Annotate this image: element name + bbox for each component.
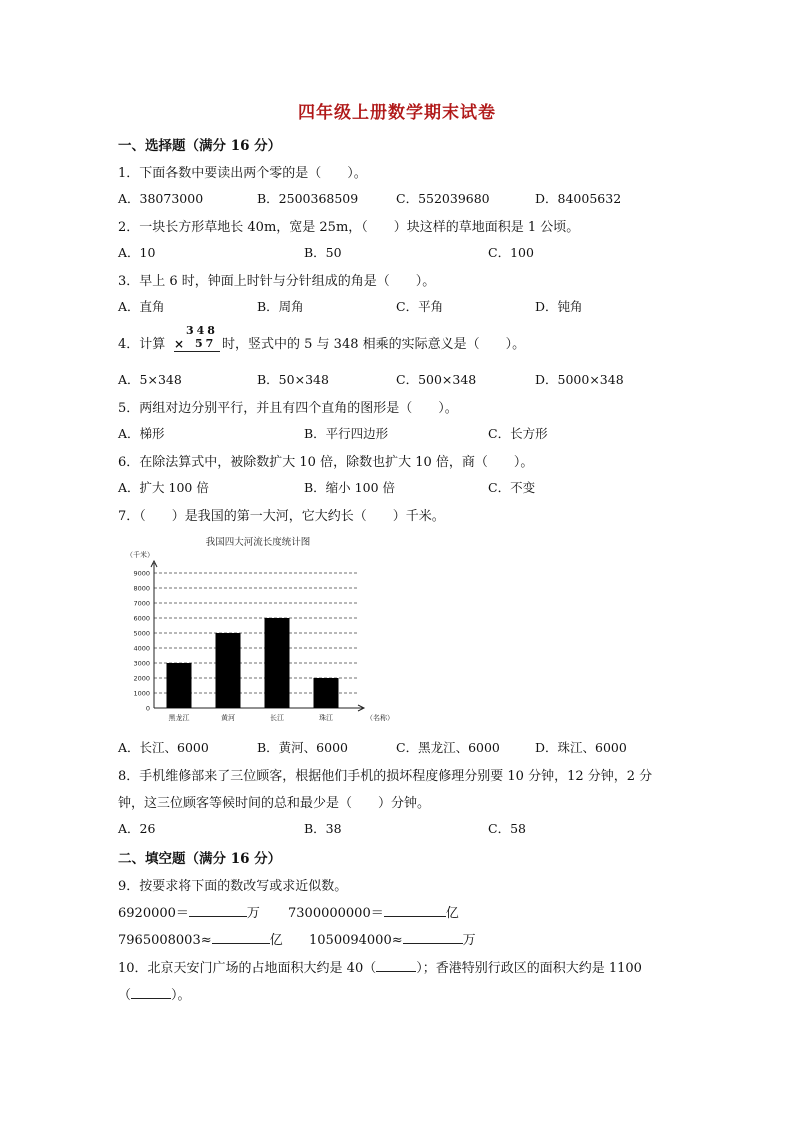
q9-item-2 bbox=[288, 902, 459, 921]
bar-4 bbox=[314, 678, 339, 708]
y-tick-label: 4000 bbox=[133, 644, 150, 653]
y-tick-label: 9000 bbox=[133, 569, 150, 578]
q1-option-b: B．2500368509 bbox=[257, 191, 359, 206]
q7-option-c: C．黑龙江、6000 bbox=[396, 740, 500, 755]
chart-title: 我国四大河流长度统计图 bbox=[205, 537, 311, 548]
answer-blank[interactable] bbox=[131, 998, 171, 999]
q4-option-a: A．5×348 bbox=[118, 372, 182, 387]
y-tick-label: 2000 bbox=[133, 674, 150, 683]
q3-option-b: B．周角 bbox=[257, 299, 304, 314]
bar-3 bbox=[265, 618, 290, 708]
q5-option-c: C．长方形 bbox=[488, 426, 548, 441]
vertical-multiplication bbox=[174, 324, 222, 354]
q10-text-d: ）。 bbox=[171, 988, 191, 1003]
question-1: 1．下面各数中要读出两个零的是（ ）。 bbox=[118, 166, 367, 181]
q9-item-2-number: 7300000000＝ bbox=[288, 906, 384, 921]
q4-option-c: C．500×348 bbox=[396, 372, 477, 387]
multiply-sign: × bbox=[174, 337, 185, 351]
q2-option-b: B．50 bbox=[304, 245, 342, 260]
q9-item-4-number: 1050094000≈ bbox=[309, 933, 403, 948]
chart-svg bbox=[118, 533, 408, 733]
question-8-line2: 钟，这三位顾客等候时间的总和最少是（ ）分钟。 bbox=[118, 796, 431, 811]
y-tick-label: 8000 bbox=[133, 584, 150, 593]
q9-item-4 bbox=[309, 929, 476, 948]
q3-option-d: D．钝角 bbox=[535, 299, 583, 314]
answer-blank[interactable] bbox=[403, 943, 463, 944]
y-tick-label: 7000 bbox=[133, 599, 150, 608]
y-tick-label: 1000 bbox=[133, 689, 150, 698]
page-title: 四年级上册数学期末试卷 bbox=[298, 103, 496, 123]
answer-blank[interactable] bbox=[212, 943, 270, 944]
y-axis-label: （千米） bbox=[126, 551, 154, 559]
x-tick-label: 黑龙江 bbox=[168, 714, 190, 722]
q10-text-b: ）；香港特别行政区的面积大约是 1100 bbox=[416, 961, 642, 976]
bar-1 bbox=[167, 663, 192, 708]
river-length-chart bbox=[118, 533, 408, 733]
q1-option-d: D．84005632 bbox=[535, 191, 622, 206]
question-2: 2．一块长方形草地长 40m，宽是 25m，（ ）块这样的草地面积是 1 公顷。 bbox=[118, 220, 580, 235]
q7-option-d: D．珠江、6000 bbox=[535, 740, 627, 755]
q5-option-b: B．平行四边形 bbox=[304, 426, 389, 441]
q9-item-3 bbox=[118, 929, 283, 948]
q9-item-2-unit: 亿 bbox=[445, 906, 459, 921]
bar-2 bbox=[216, 633, 241, 708]
vertical-rule bbox=[174, 351, 220, 352]
q4-option-d: D．5000×348 bbox=[535, 372, 624, 387]
question-9: 9．按要求将下面的数改写或求近似数。 bbox=[118, 879, 348, 894]
q7-option-b: B．黄河、6000 bbox=[257, 740, 348, 755]
answer-blank[interactable] bbox=[189, 916, 247, 917]
question-6: 6．在除法算式中，被除数扩大 10 倍，除数也扩大 10 倍，商（ ）。 bbox=[118, 455, 534, 470]
q9-item-3-unit: 亿 bbox=[269, 933, 283, 948]
y-tick-label: 3000 bbox=[133, 659, 150, 668]
x-tick-label: 珠江 bbox=[319, 714, 333, 722]
q8-option-b: B．38 bbox=[304, 821, 342, 836]
y-tick-label: 0 bbox=[145, 704, 150, 713]
q5-option-a: A．梯形 bbox=[118, 426, 165, 441]
question-10-line2 bbox=[118, 984, 191, 1003]
q10-text-c: （ bbox=[118, 988, 132, 1003]
question-10-line1 bbox=[118, 957, 642, 976]
q8-option-a: A．26 bbox=[118, 821, 156, 836]
x-tick-label: 长江 bbox=[270, 714, 284, 722]
q1-option-c: C．552039680 bbox=[396, 191, 490, 206]
vertical-bottom-number: 57 bbox=[195, 337, 217, 350]
q9-item-1 bbox=[118, 902, 260, 921]
section-heading-choice: 一、选择题（满分 16 分） bbox=[118, 138, 282, 154]
answer-blank[interactable] bbox=[376, 971, 416, 972]
x-axis-label: （名称） bbox=[366, 714, 394, 722]
q9-item-4-unit: 万 bbox=[462, 933, 476, 948]
question-8-line1: 8．手机维修部来了三位顾客，根据他们手机的损坏程度修理分别要 10 分钟，12 分钟，2 分 bbox=[118, 769, 653, 784]
x-tick-label: 黄河 bbox=[221, 714, 235, 722]
question-7: 7．（ ）是我国的第一大河，它大约长（ ）千米。 bbox=[118, 509, 445, 524]
q3-option-a: A．直角 bbox=[118, 299, 165, 314]
q2-option-c: C．100 bbox=[488, 245, 534, 260]
q9-item-3-number: 7965008003≈ bbox=[118, 933, 212, 948]
q6-option-c: C．不变 bbox=[488, 480, 536, 495]
question-4-prefix: 4．计算 bbox=[118, 337, 166, 352]
y-tick-label: 6000 bbox=[133, 614, 150, 623]
q2-option-a: A．10 bbox=[118, 245, 156, 260]
q3-option-c: C．平角 bbox=[396, 299, 444, 314]
q8-option-c: C．58 bbox=[488, 821, 526, 836]
question-4-suffix: 时，竖式中的 5 与 348 相乘的实际意义是（ ）。 bbox=[222, 337, 526, 352]
q6-option-b: B．缩小 100 倍 bbox=[304, 480, 395, 495]
section-heading-fill: 二、填空题（满分 16 分） bbox=[118, 851, 282, 867]
y-tick-label: 5000 bbox=[133, 629, 150, 638]
q7-option-a: A．长江、6000 bbox=[118, 740, 209, 755]
q10-text-a: 10．北京天安门广场的占地面积大约是 40（ bbox=[118, 961, 377, 976]
q9-item-1-number: 6920000＝ bbox=[118, 906, 189, 921]
vertical-top-number: 348 bbox=[186, 324, 218, 337]
question-3: 3．早上 6 时，钟面上时针与分针组成的角是（ ）。 bbox=[118, 274, 436, 289]
question-5: 5．两组对边分别平行，并且有四个直角的图形是（ ）。 bbox=[118, 401, 458, 416]
q6-option-a: A．扩大 100 倍 bbox=[118, 480, 209, 495]
q4-option-b: B．50×348 bbox=[257, 372, 329, 387]
answer-blank[interactable] bbox=[384, 916, 446, 917]
q9-item-1-unit: 万 bbox=[246, 906, 260, 921]
q1-option-a: A．38073000 bbox=[118, 191, 204, 206]
